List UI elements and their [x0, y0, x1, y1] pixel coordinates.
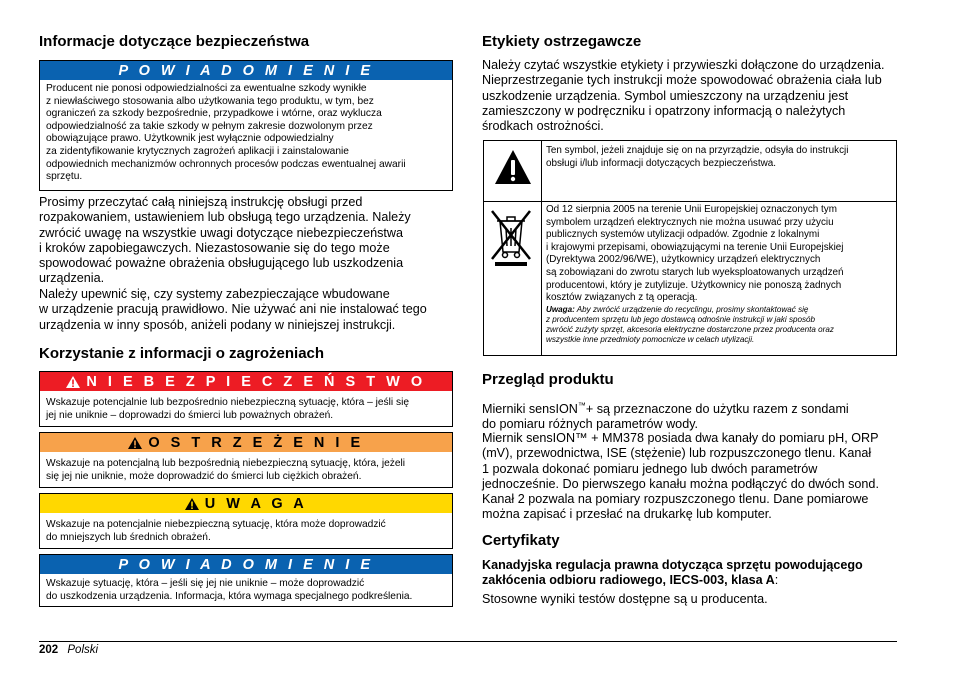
footer-language: Polski [67, 644, 99, 656]
warning-text: Wskazuje na potencjalną lub bezpośrednią niebezpieczną sytuację, która, jeżeli się jej nie uniknie, może doprowadzić do śmierci lub ciężkich obrażeń. [46, 458, 406, 482]
safety-heading: Informacje dotyczące bezpieczeństwa [39, 33, 310, 50]
caution-banner: U W A G A [40, 494, 452, 513]
danger-banner: N I E B E Z P I E C Z E Ń S T W O [40, 372, 452, 391]
safety-systems-paragraph: Należy upewnić się, czy systemy zabezpieczające wbudowane w urządzenie pracują prawidłowo. Nie używać ani nie instalować tego urządzenia w inny sposób, aniżeli podany w niniejszej instrukcji. [39, 287, 427, 332]
weee-bin-icon [489, 208, 533, 268]
page-number: 202 [39, 644, 59, 656]
labels-paragraph: Należy czytać wszystkie etykiety i przywieszki dołączone do urządzenia. Nieprzestrzeganie tych instrukcji może spowodować obrażenia ciała lub uszkodzenie urządzenia. Symbol umieszczony na urządzeniu jest zamieszczony w podręczniku i opatrzony informacją o należytych środkach ostrożności. [482, 58, 885, 134]
danger-text: Wskazuje potencjalnie lub bezpośrednio niebezpieczną sytuację, która – jeśli się jej nie uniknie – doprowadzi do śmierci lub poważnych obrażeń. [46, 397, 409, 421]
notice-box-1 [39, 60, 453, 191]
warning-symbol-description: Ten symbol, jeżeli znajduje się on na przyrządzie, odsyła do instrukcji obsługi i/lub informacji dotyczących bezpieczeństwa. [546, 145, 849, 169]
notice-banner: P O W I A D O M I E N I E [40, 61, 452, 80]
overview-heading: Przegląd produktu [482, 371, 614, 388]
weee-symbol-description: Od 12 sierpnia 2005 na terenie Unii Europejskiej oznaczonych tym symbolem urządzeń elektrycznych nie można usuwać przy użyciu publicznych systemów utylizacji odpadów. Zgodnie z lokalnymi i krajowymi przepisami, obowiązującymi na terenie Unii Europejskiej (Dyrektywa 2002/96/WE), użytkownicy urządzeń elektrycznych są zobowiązani do zwrotu starych lub wyeksploatowanych urządzeń producentowi, który je zutylizuje. Użytkownicy nie ponoszą żadnych kosztów związanych z tą operacją. Uwaga: Aby zwrócić urządzenie do recyclingu, prosimy skontaktować się z producentem sprzętu lub jego dostawcą odnośnie instrukcji w jaki sposób zwrócić zużyty sprzęt, akcesoria elektryczne dostarczone przez producenta oraz wszystkie inne przedmioty pomocnicze w celach utylizacji. [546, 204, 844, 345]
overview-paragraph-2: Miernik sensION™ + MM378 posiada dwa kanały do pomiaru pH, ORP (mV), przewodnictwa, ISE (stężenie) lub rozpuszczonego tlenu. Kanał 1 pozwala dokonać pomiaru jednego lub dwóch parametrów jednocześnie. Do pierwszego kanału można podłączyć do dwóch sond. Kanał 2 pozwala na pomiary rozpuszczonego tlenu. Dane pomiarowe można zapisać i przesłać na drukarkę lub komputer. [482, 431, 879, 522]
symbol-table [483, 140, 897, 356]
warning-banner: O S T R Z E Ż E N I E [40, 433, 452, 452]
caution-text: Wskazuje na potencjalnie niebezpieczną sytuację, która może doprowadzić do mniejszych lub średnich obrażeń. [46, 519, 386, 543]
weee-note: Uwaga: Aby zwrócić urządzenie do recyclingu, prosimy skontaktować się z producentem sprzętu lub jego dostawcą odnośnie instrukcji w jaki sposób zwrócić zużyty sprzęt, akcesoria elektryczne dostarczone przez producenta oraz wszystkie inne przedmioty pomocnicze w celach utylizacji. [546, 304, 834, 345]
notice-text-1: Producent nie ponosi odpowiedzialności za ewentualne szkody wynikłe z niewłaściwego stosowania albo użytkowania tego produktu, w tym, bez ograniczeń za szkody bezpośrednie, przypadkowe i wtórne, oraz wyklucza odpowiedzialność za takie szkody w pełnym zakresie dozwolonym przez obowiązujące prawo. Użytkownik jest wyłącznie odpowiedzialny za zidentyfikowanie krytycznych zagrożeń aplikacji i zainstalowanie odpowiednich mechanizmów ochronnych procesów podczas ewentualnej awarii sprzętu. [46, 83, 406, 183]
labels-heading: Etykiety ostrzegawcze [482, 33, 642, 50]
notice-text-2: Wskazuje sytuację, która – jeśli się jej nie uniknie – może doprowadzić do uszkodzenia urządzenia. Informacja, która wymaga specjalnego podkreślenia. [46, 578, 413, 602]
certificates-text: Stosowne wyniki testów dostępne są u producenta. [482, 592, 768, 606]
certificates-regulation: Kanadyjska regulacja prawna dotycząca sprzętu powodującego zakłócenia odbioru radiowego, IECS-003, klasa A: [482, 558, 863, 588]
caution-box [39, 493, 453, 549]
hazard-heading: Korzystanie z informacji o zagrożeniach [39, 345, 325, 362]
overview-paragraph-1: Mierniki sensION™+ są przeznaczone do użytku razem z sondami do pomiaru różnych parametrów wody. [482, 401, 849, 432]
certificates-heading: Certyfikaty [482, 532, 560, 549]
intro-paragraph: Prosimy przeczytać całą niniejszą instrukcję obsługi przed rozpakowaniem, ustawieniem lub obsługą tego urządzenia. Należy zwrócić uwagę na wszystkie uwagi dotyczące niebezpieczeństwa i kroków zapobiegawczych. Niezastosowanie się do tego może spowodować poważne obrażenia obsługującego lub uszkodzenia urządzenia. [39, 195, 411, 286]
page-footer [39, 644, 98, 656]
danger-warning-icon [66, 376, 80, 388]
notice-banner-2: P O W I A D O M I E N I E [40, 555, 452, 574]
warning-triangle-icon [128, 437, 142, 449]
warning-symbol-icon [494, 149, 532, 185]
caution-triangle-icon [185, 498, 199, 510]
notice-box-2 [39, 554, 453, 607]
warning-box [39, 432, 453, 488]
footer-divider [39, 641, 897, 642]
danger-box [39, 371, 453, 427]
